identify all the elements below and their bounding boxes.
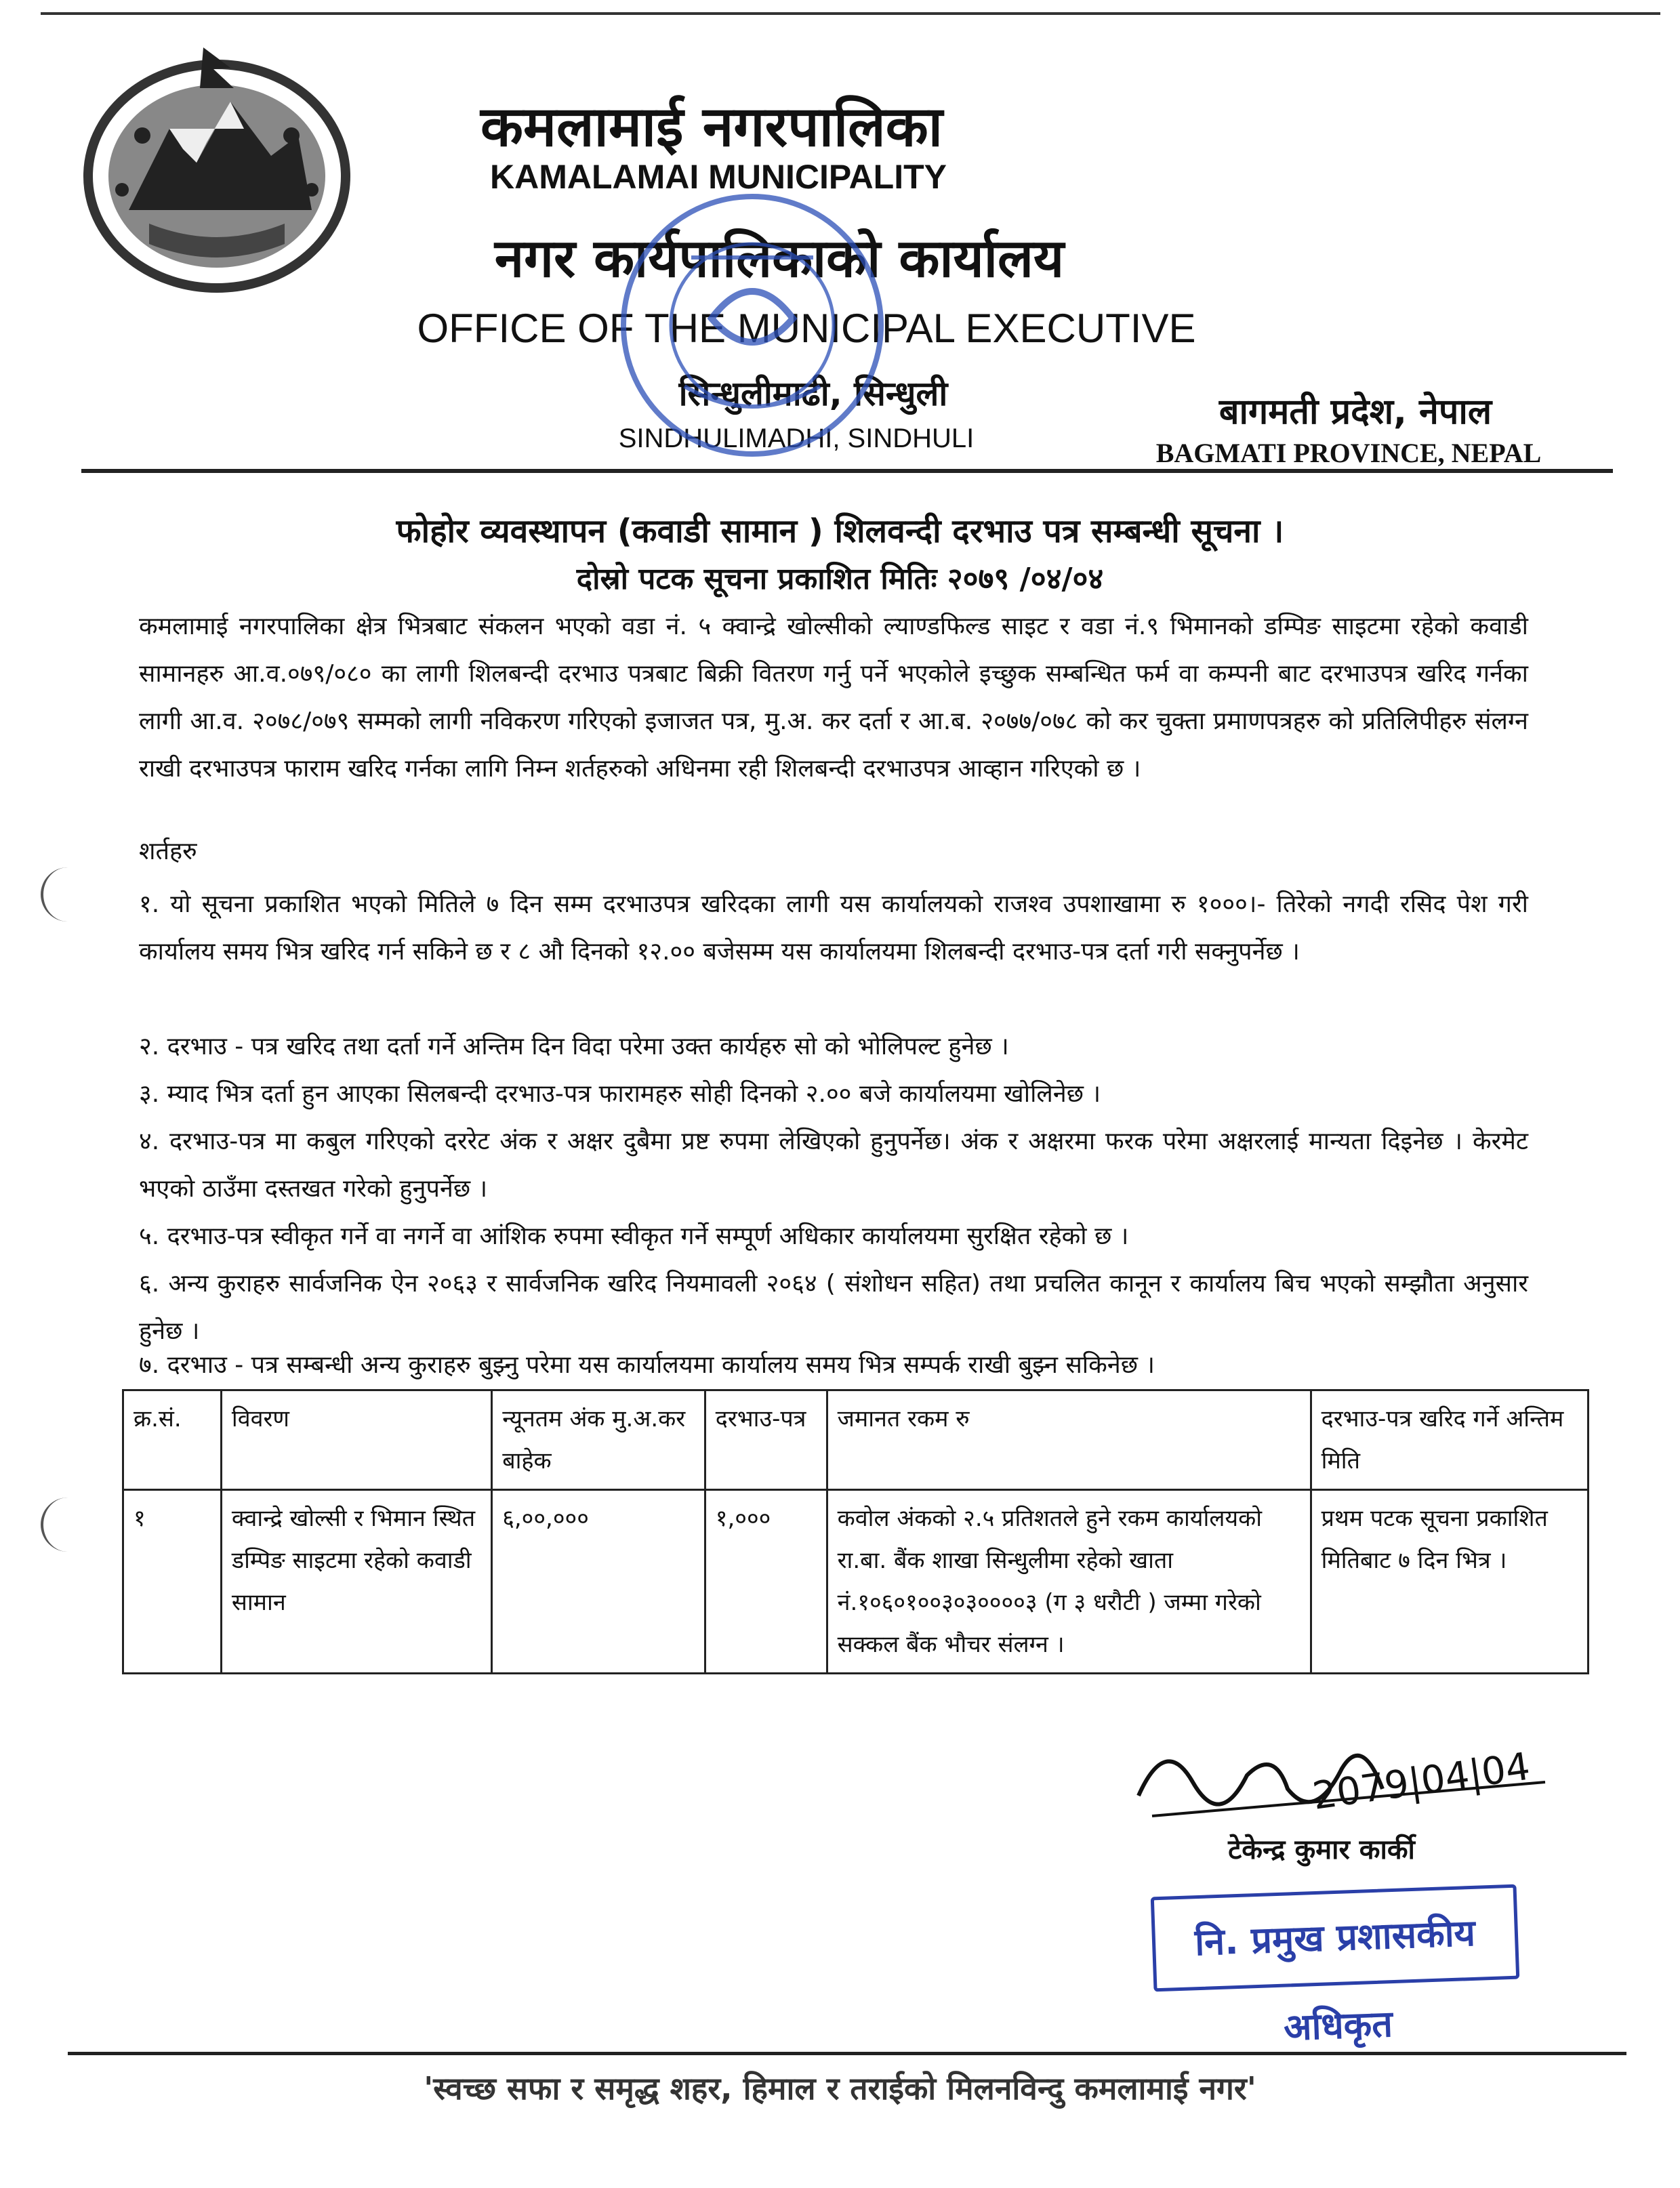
nepal-emblem-icon <box>61 41 373 298</box>
scan-artifact <box>41 867 70 922</box>
table-header-row <box>123 1390 1589 1490</box>
condition-4: ४. दरभाउ-पत्र मा कबुल गरिएको दररेट अंक र अक्षर दुबैमा प्रष्ट रुपमा लेखिएको हुनुपर्नेछ। अंक र अक्षरमा फरक परेमा अक्षरलाई मान्यता दिइनेछ । केरमेट भएको ठाउँमा दस्तखत गरेको हुनुपर्नेछ । <box>139 1128 1528 1203</box>
signer-name: टेकेन्द्र कुमार कार्की <box>1228 1834 1415 1865</box>
cell-min-amount: ६,००,००० <box>492 1490 705 1674</box>
municipality-name-en: KAMALAMAI MUNICIPALITY <box>490 158 947 196</box>
notice-title: फोहोर व्यवस्थापन (कवाडी सामान ) शिलवन्दी दरभाउ पत्र सम्बन्धी सूचना । <box>396 512 1284 550</box>
svg-text:2079|04|04: 2079|04|04 <box>1309 1744 1533 1819</box>
table-row <box>123 1490 1589 1674</box>
col-sn: क्र.सं. <box>123 1390 222 1490</box>
cell-deposit: कवोल अंकको २.५ प्रतिशतले हुने रकम कार्यालयको रा.बा. बैंक शाखा सिन्धुलीमा रहेको खाता नं.१०६०१००३०३००००३ (ग ३ धरौटी ) जम्मा गरेको सक्कल बैंक भौचर संलग्न । <box>827 1490 1311 1674</box>
cell-description: क्वान्द्रे खोल्सी र भिमान स्थित डम्पिङ साइटमा रहेको कवाडी सामान <box>221 1490 491 1674</box>
condition-7: ७. दरभाउ - पत्र सम्बन्धी अन्य कुराहरु बुझ्नु परेमा यस कार्यालयमा कार्यालय समय भित्र सम्पर्क राखी बुझ्न सकिनेछ । <box>139 1351 1155 1379</box>
col-min-amount: न्यूनतम अंक मु.अ.कर बाहेक <box>492 1390 705 1490</box>
footer-divider <box>68 2052 1626 2055</box>
office-seal-icon <box>610 183 895 468</box>
condition-2: २. दरभाउ - पत्र खरिद तथा दर्ता गर्ने अन्तिम दिन विदा परेमा उक्त कार्यहरु सो को भोलिपल्ट हुनेछ । <box>139 1033 1009 1060</box>
notice-subtitle: दोस्रो पटक सूचना प्रकाशित मितिः २०७९ /०४/०४ <box>576 562 1104 596</box>
location-en: SINDHULIMADHI, SINDHULI <box>618 424 975 453</box>
location-np: सिन्धुलीमाढी, सिन्धुली <box>678 374 948 413</box>
cell-sn: १ <box>123 1490 222 1674</box>
notice-intro: कमलामाई नगरपालिका क्षेत्र भित्रबाट संकलन भएको वडा नं. ५ क्वान्द्रे खोल्सीको ल्याण्डफिल्ड साइट र वडा नं.९ भिमानको डम्पिङ साइटमा रहेको कवाडी सामानहरु आ.व.०७९/०८० का लागी शिलबन्दी दरभाउ पत्रबाट बिक्री वितरण गर्नु पर्ने भएकोले इच्छुक सम्बन्धित फर्म वा कम्पनी बाट दरभाउपत्र खरिद गर्नका लागी आ.व. २०७८/०७९ सम्मको लागी नविकरण गरिएको इजाजत पत्र, मु.अ. कर दर्ता र आ.ब. २०७७/०७८ को कर चुक्ता प्रमाणपत्रहरु को प्रतिलिपीहरु संलग्न राखी दरभाउपत्र फाराम खरिद गर्नका लागि निम्न शर्तहरुको अधिनमा रही शिलबन्दी दरभाउपत्र आव्हान गरिएको छ । <box>139 613 1528 783</box>
col-deadline: दरभाउ-पत्र खरिद गर्ने अन्तिम मिति <box>1311 1390 1588 1490</box>
office-name-en: OFFICE OF THE MUNICIPAL EXECUTIVE <box>417 306 1196 351</box>
province-np: बागमती प्रदेश, नेपाल <box>1218 392 1492 432</box>
col-form-fee: दरभाउ-पत्र <box>705 1390 827 1490</box>
condition-1: १. यो सूचना प्रकाशित भएको मितिले ७ दिन सम्म दरभाउपत्र खरिदका लागी यस कार्यालयको राजश्व उपशाखामा रु १०००।- तिरेको नगदी रसिद पेश गरी कार्यालय समय भित्र खरिद गर्न सकिने छ र ८ औ दिनको १२.०० बजेसम्म यस कार्यालयमा शिलबन्दी दरभाउ-पत्र दर्ता गरी सक्नुपर्नेछ । <box>139 890 1528 966</box>
col-deposit: जमानत रकम रु <box>827 1390 1311 1490</box>
top-rule <box>41 12 1660 15</box>
condition-5: ५. दरभाउ-पत्र स्वीकृत गर्ने वा नगर्ने वा आंशिक रुपमा स्वीकृत गर्ने सम्पूर्ण अधिकार कार्यालयमा सुरक्षित रहेको छ । <box>139 1222 1129 1250</box>
condition-3: ३. म्याद भित्र दर्ता हुन आएका सिलबन्दी दरभाउ-पत्र फारामहरु सोही दिनको २.०० बजे कार्यालयमा खोलिनेछ । <box>139 1080 1101 1108</box>
footer-slogan: 'स्वच्छ सफा र समृद्ध शहर, हिमाल र तराईको मिलनविन्दु कमलामाई नगर' <box>424 2070 1256 2107</box>
cell-form-fee: १,००० <box>705 1490 827 1674</box>
tender-table <box>122 1389 1589 1674</box>
cell-deadline: प्रथम पटक सूचना प्रकाशित मितिबाट ७ दिन भित्र । <box>1311 1490 1588 1674</box>
designation-stamp: नि. प्रमुख प्रशासकीय अधिकृत <box>1151 1884 1520 1992</box>
header-divider <box>81 469 1613 473</box>
municipality-name-np: कमलामाई नगरपालिका <box>480 95 943 159</box>
office-name-np: नगर कार्यपालिकाको कार्यालय <box>494 228 1065 289</box>
province-en: BAGMATI PROVINCE, NEPAL <box>1155 438 1542 468</box>
conditions-heading: शर्तहरु <box>139 838 197 865</box>
condition-6: ६. अन्य कुराहरु सार्वजनिक ऐन २०६३ र सार्वजनिक खरिद नियमावली २०६४ ( संशोधन सहित) तथा प्रचलित कानून र कार्यालय बिच भएको सम्झौता अनुसार हुनेछ । <box>139 1270 1528 1345</box>
scan-artifact <box>41 1498 70 1552</box>
col-description: विवरण <box>221 1390 491 1490</box>
